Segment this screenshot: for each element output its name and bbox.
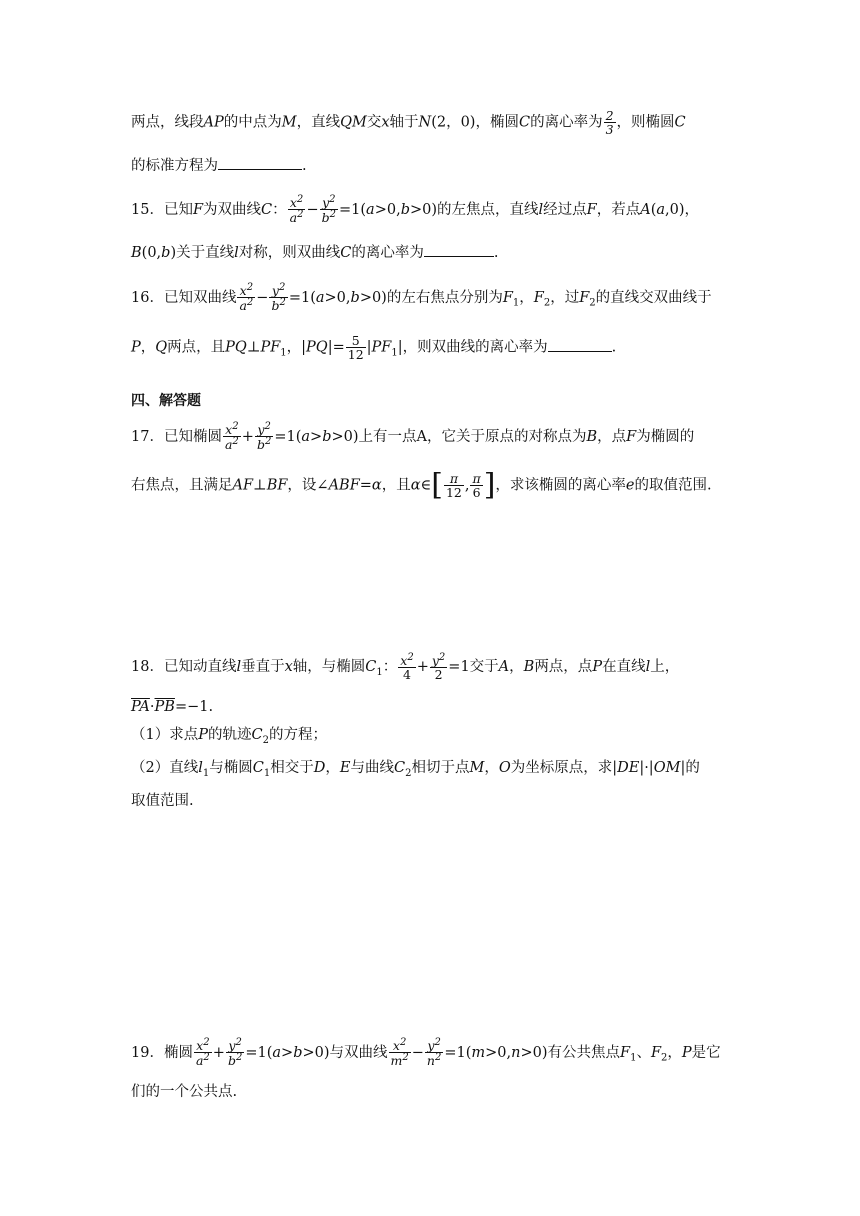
q19-number: 19． <box>131 1044 164 1061</box>
q19-line1: 19．椭圆 $\frac{x^2}{a^2}$ + $\frac{y^2}{b^2}$ =1(a>b>0)与双曲线 $\frac{x^2}{m^2}$ − $\frac{y^2}{n^2}$ =1(m>0,n>0)有公共焦点$F_1$、$F_2$，P是它 <box>131 1037 721 1069</box>
q18-line1: 18．已知动直线l垂直于x轴，与椭圆$C_1$： $\frac{x^2}{4}$ + $\frac{y^2}{2}$ =1交于A，B两点，点P在直线l上， <box>131 652 680 683</box>
q14-line1: 两点，线段AP的中点为M，直线QM交x轴于N(2，0)，椭圆C的离心率为 $\frac{2}{3}$ ，则椭圆C <box>131 108 686 138</box>
q15-line2: B(0,b)关于直线l对称，则双曲线C的离心率为 . <box>131 241 740 265</box>
q17-number: 17． <box>131 428 164 445</box>
q18-number: 18． <box>131 659 164 676</box>
section-title: 四、解答题 <box>131 393 201 409</box>
q17-line2: 右焦点，且满足AF⊥BF，设∠ABF=α，且α∈[ $\frac{\pi}{12}$ , $\frac{\pi}{6}$ ]，求该椭圆的离心率e的取值范围. <box>131 467 712 503</box>
q18-part1: （1）求点P的轨迹$C_2$的方程； <box>131 727 327 746</box>
q15-line1: 15．已知F为双曲线C： $\frac{x^2}{a^2}$ − $\frac{y^2}{b^2}$ =1(a>0,b>0)的左焦点，直线l经过点F，若点A(a,0)， <box>131 194 700 226</box>
q18-line2: $\overline{PA}\cdot\overline{PB}=-1$. <box>131 699 214 715</box>
answer-blank <box>218 154 302 170</box>
eccentricity-fraction: $\frac{2}{3}$ <box>605 108 614 138</box>
q14-line2: 的标准方程为 . <box>131 154 740 178</box>
q16-line1: 16．已知双曲线 $\frac{x^2}{a^2}$ − $\frac{y^2}{b^2}$ =1(a>0,b>0)的左右焦点分别为$F_1$，$F_2$，过$F_2$的直线交双曲线于 <box>131 282 712 314</box>
q19-line2: 们的一个公共点. <box>131 1084 238 1100</box>
q18-part2: （2）直线$l_1$与椭圆$C_1$相交于D，E与曲线$C_2$相切于点M，O为坐标原点，求|DE|·|OM|的 <box>131 760 700 779</box>
q17-line1: 17．已知椭圆 $\frac{x^2}{a^2}$ + $\frac{y^2}{b^2}$ =1(a>b>0)上有一点A，它关于原点的对称点为B，点F为椭圆的 <box>131 421 695 453</box>
q18-part2-cont: 取值范围. <box>131 793 194 809</box>
q16-line2: P，Q两点，且$PQ\perp PF_1$，|PQ|= $\frac{5}{12}$ $|PF_1|$，则双曲线的离心率为 . <box>131 333 617 363</box>
q15-number: 15． <box>131 201 164 218</box>
q16-number: 16． <box>131 289 164 306</box>
answer-blank <box>548 336 612 352</box>
answer-blank <box>424 241 494 257</box>
